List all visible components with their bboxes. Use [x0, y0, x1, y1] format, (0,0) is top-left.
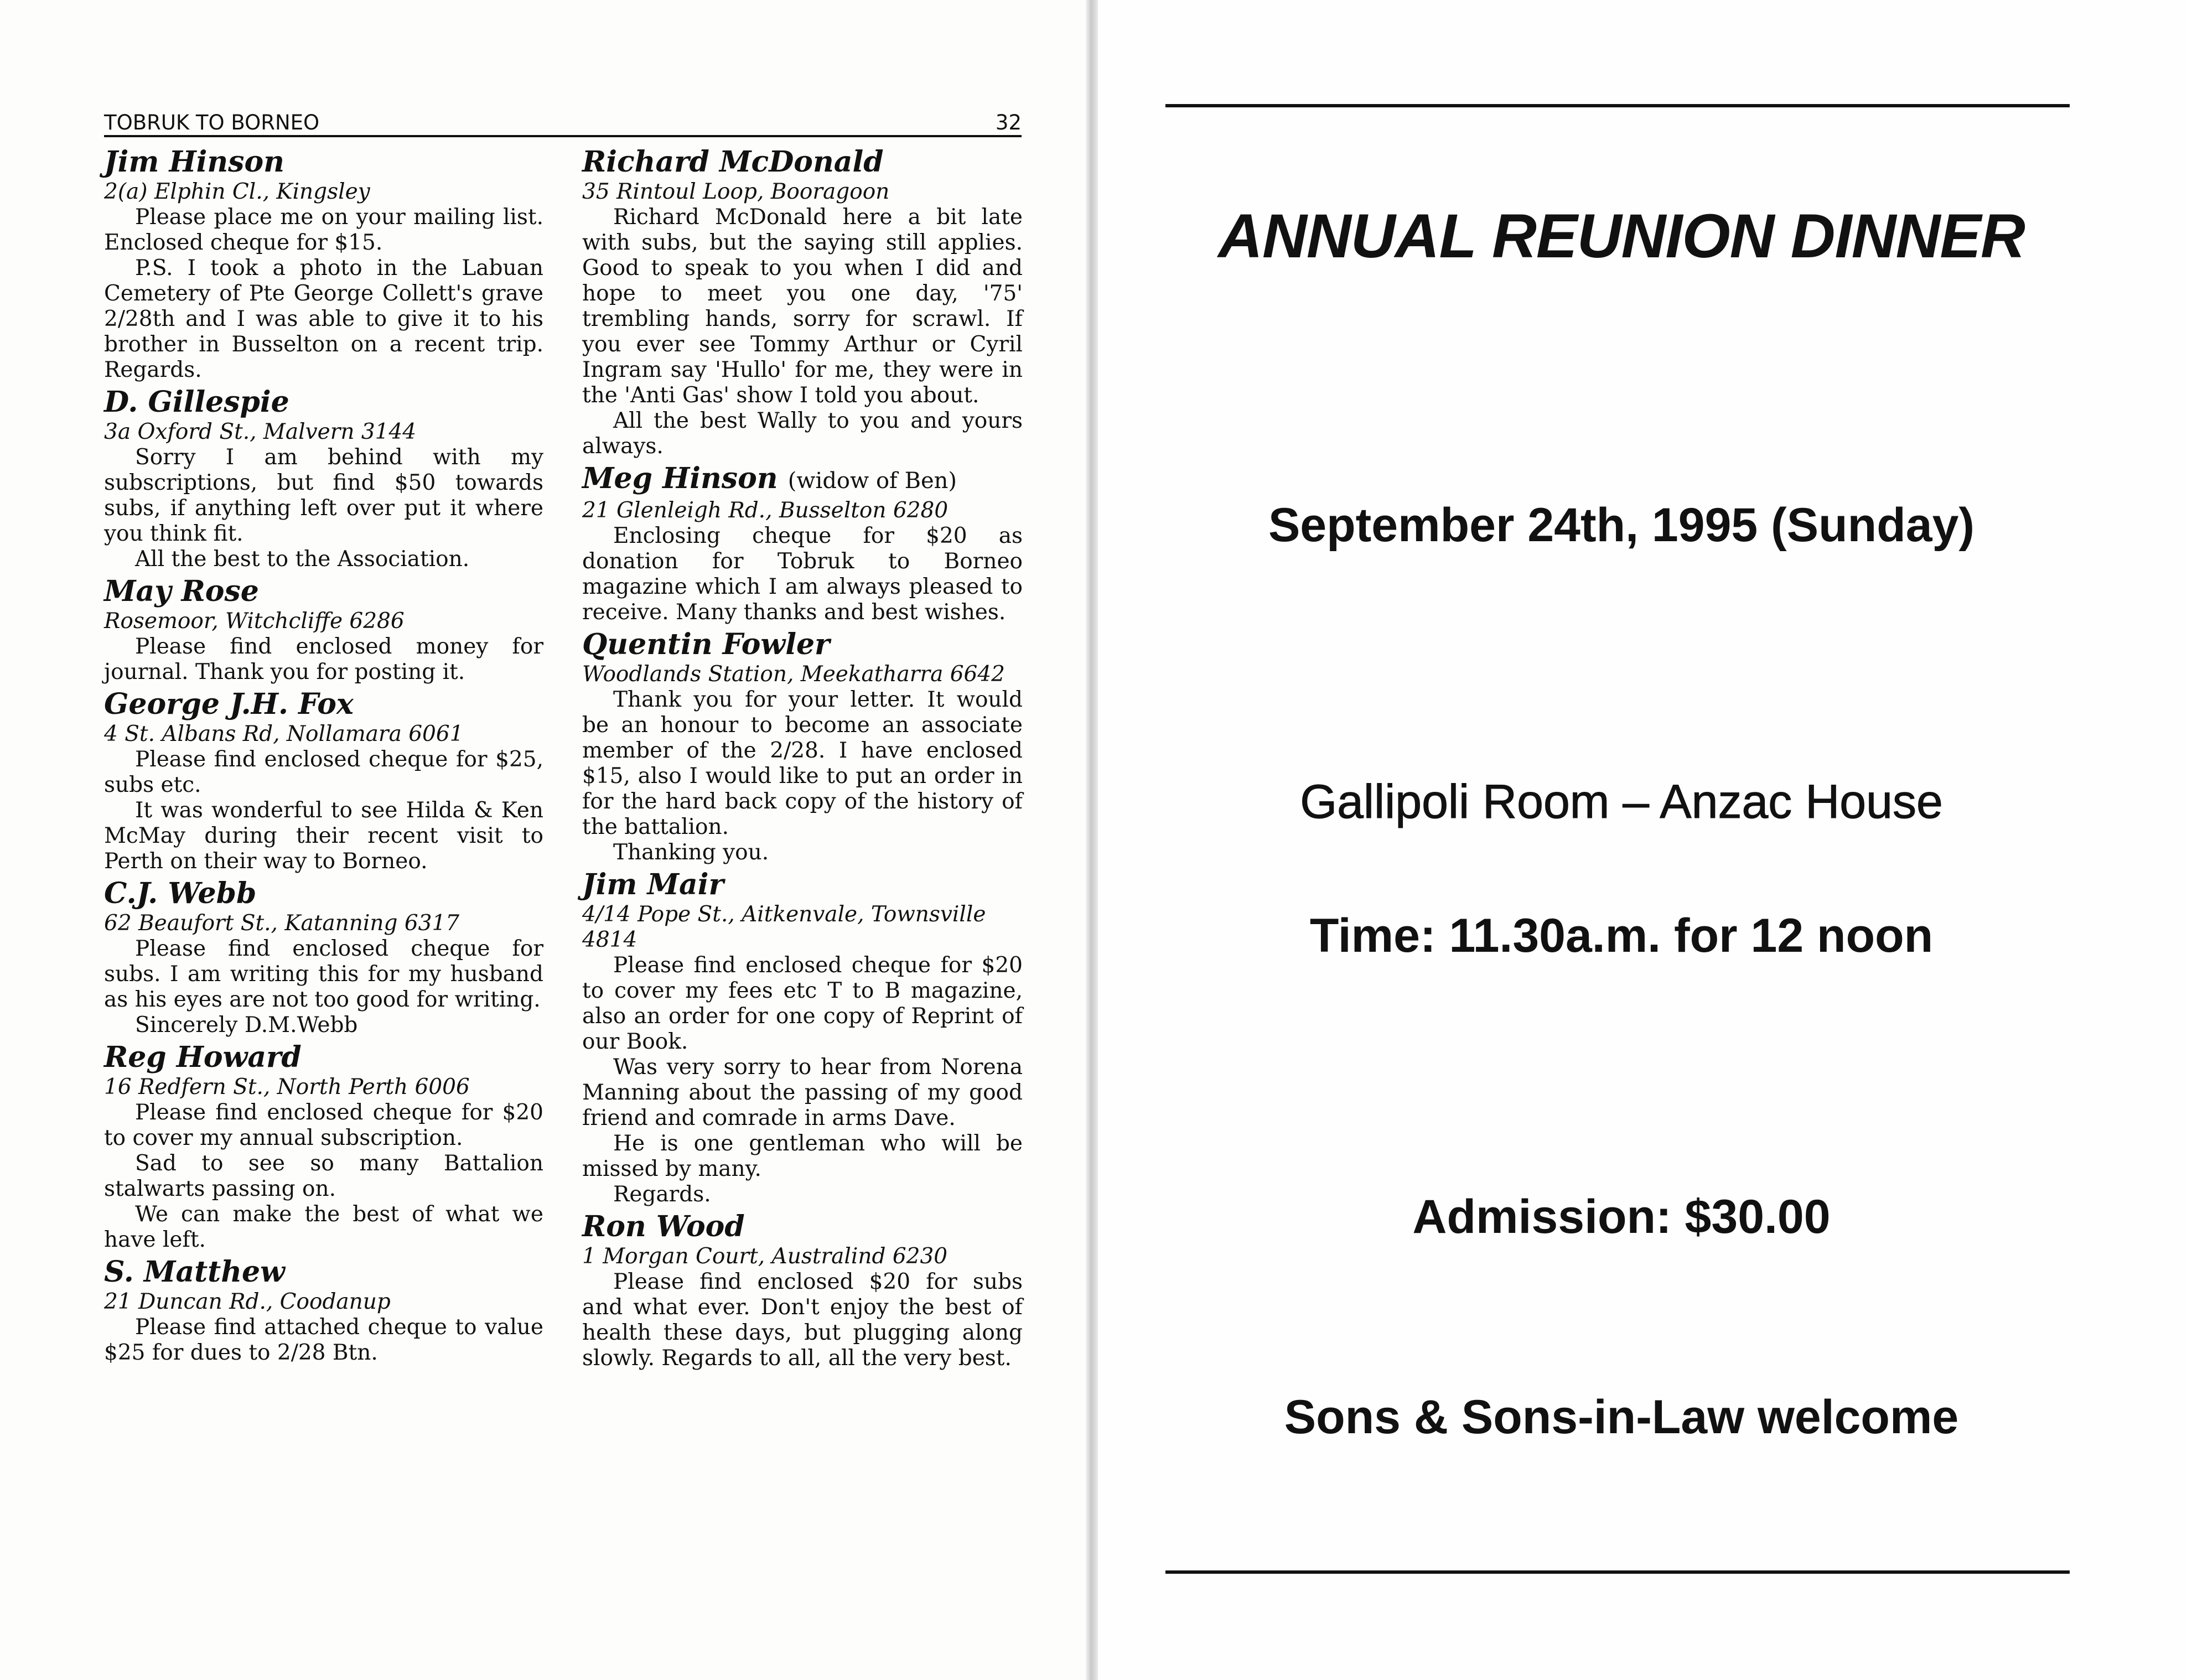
publication-title: TOBRUK TO BORNEO [104, 111, 320, 134]
letter-address: 35 Rintoul Loop, Booragoon [582, 179, 890, 204]
letter-address: Rosemoor, Witchcliffe 6286 [104, 609, 405, 634]
letter-entry [104, 687, 543, 874]
letter-address: 16 Redfern St., North Perth 6006 [104, 1075, 470, 1100]
letter-paragraph: Thanking you. [613, 840, 769, 865]
letter-address: Woodlands Station, Meekatharra 6642 [582, 662, 1005, 687]
letter-author: D. Gillespie [104, 385, 289, 419]
letter-paragraph: Was very sorry to hear from Norena Manning about the passing of my good friend and comrade in arms Dave. [582, 1055, 1023, 1131]
letters-column-1 [104, 145, 543, 1368]
letters-column-2 [582, 145, 1023, 1373]
letter-address: 62 Beaufort St., Katanning 6317 [104, 911, 460, 936]
letter-address: 3a Oxford St., Malvern 3144 [104, 419, 417, 444]
letter-entry [582, 145, 1023, 459]
letter-paragraph: We can make the best of what we have left. [104, 1202, 543, 1252]
letter-author: C.J. Webb [104, 877, 257, 910]
letter-author: Jim Mair [582, 868, 724, 901]
letter-entry [582, 868, 1023, 1207]
letter-author-note: (widow of Ben) [787, 468, 957, 494]
letter-address: 4 St. Albans Rd, Nollamara 6061 [104, 722, 464, 746]
letter-paragraph: Please find enclosed cheque for $25, subs etc. [104, 747, 543, 797]
running-header [104, 111, 1022, 137]
letter-paragraph: Please find enclosed money for journal. Thank you for posting it. [104, 634, 543, 685]
letter-paragraph: Enclosing cheque for $20 as donation for Tobruk to Borneo magazine which I am always pleased to receive. Many thanks and best wishes. [582, 523, 1023, 625]
left-page [0, 0, 1090, 1680]
letter-paragraph: Richard McDonald here a bit late with subs, but the saying still applies. Good to speak to you when I did and hope to meet you one day, '75' trembling hands, sorry for scrawl. If you ever see Tommy Arthur or Cyril Ingram say 'Hullo' for me, they were in the 'Anti Gas' show I told you about. [582, 205, 1023, 408]
letter-author: S. Matthew [104, 1255, 285, 1289]
letter-author: Reg Howard [104, 1040, 302, 1074]
letter-address: 4/14 Pope St., Aitkenvale, Townsville 4814 [582, 902, 986, 952]
letter-paragraph: Regards. [613, 1182, 711, 1207]
letter-paragraph: Please find enclosed cheque for $20 to cover my annual subscription. [104, 1100, 543, 1150]
notice-heading: ANNUAL REUNION DINNER [1218, 201, 2025, 271]
letter-entry [104, 145, 543, 383]
letter-address: 2(a) Elphin Cl., Kingsley [104, 179, 370, 204]
letter-paragraph: He is one gentleman who will be missed by many. [582, 1131, 1023, 1181]
letter-entry [582, 462, 1023, 625]
letter-author: Richard McDonald [582, 145, 884, 179]
bottom-rule [1165, 1570, 2070, 1574]
event-admission: Admission: $30.00 [1412, 1190, 1831, 1243]
letter-author: Quentin Fowler [582, 628, 830, 661]
letter-author: Meg Hinson [582, 462, 778, 495]
event-welcome: Sons & Sons-in-Law welcome [1284, 1391, 1959, 1444]
page-number: 32 [995, 111, 1022, 134]
letter-paragraph: All the best Wally to you and yours always. [582, 408, 1023, 459]
event-date: September 24th, 1995 (Sunday) [1268, 499, 1975, 552]
letter-author: Ron Wood [582, 1210, 745, 1243]
letter-paragraph: All the best to the Association. [135, 547, 470, 572]
letter-paragraph: Please find enclosed cheque for $20 to cover my fees etc T to B magazine, also an order for one copy of Reprint of our Book. [582, 953, 1023, 1054]
letter-paragraph: Please find attached cheque to value $25 for dues to 2/28 Btn. [104, 1315, 543, 1365]
letter-entry [104, 877, 543, 1038]
letter-paragraph: Sad to see so many Battalion stalwarts passing on. [104, 1151, 543, 1201]
letter-paragraph: Please find enclosed cheque for subs. I am writing this for my husband as his eyes are not too good for writing. [104, 936, 543, 1012]
letter-address: 21 Duncan Rd., Coodanup [104, 1289, 391, 1314]
letter-address: 21 Glenleigh Rd., Busselton 6280 [582, 498, 949, 523]
letter-author: Jim Hinson [104, 145, 284, 179]
letter-author-line [582, 462, 1023, 498]
letter-entry [582, 1210, 1023, 1371]
letter-paragraph: Sincerely D.M.Webb [135, 1013, 358, 1038]
event-time: Time: 11.30a.m. for 12 noon [1309, 909, 1934, 962]
letter-paragraph: P.S. I took a photo in the Labuan Cemetery of Pte George Collett's grave 2/28th and I was able to give it to his brother in Busselton on a recent trip. Regards. [104, 256, 543, 382]
letter-paragraph: Please find enclosed $20 for subs and what ever. Don't enjoy the best of health these days, but plugging along slowly. Regards to all, all the very best. [582, 1269, 1023, 1371]
letter-entry [104, 1255, 543, 1366]
book-spine [1086, 0, 1098, 1680]
letter-paragraph: It was wonderful to see Hilda & Ken McMay during their recent visit to Perth on their way to Borneo. [104, 798, 543, 874]
letter-entry [104, 574, 543, 685]
event-venue: Gallipoli Room – Anzac House [1300, 775, 1943, 828]
letter-entry [104, 1040, 543, 1253]
top-rule [1165, 104, 2070, 107]
letter-address: 1 Morgan Court, Australind 6230 [582, 1244, 948, 1269]
letter-paragraph: Sorry I am behind with my subscriptions, but find $50 towards subs, if anything left over put it where you think fit. [104, 445, 543, 546]
letter-paragraph: Please place me on your mailing list. Enclosed cheque for $15. [104, 205, 543, 255]
letter-author: May Rose [104, 574, 259, 608]
letter-entry [104, 385, 543, 572]
letter-paragraph: Thank you for your letter. It would be an honour to become an associate member of the 2/28. I have enclosed $15, also I would like to put an order in for the hard back copy of the history of the battalion. [582, 687, 1023, 839]
letter-author: George J.H. Fox [104, 687, 354, 721]
letter-entry [582, 628, 1023, 865]
